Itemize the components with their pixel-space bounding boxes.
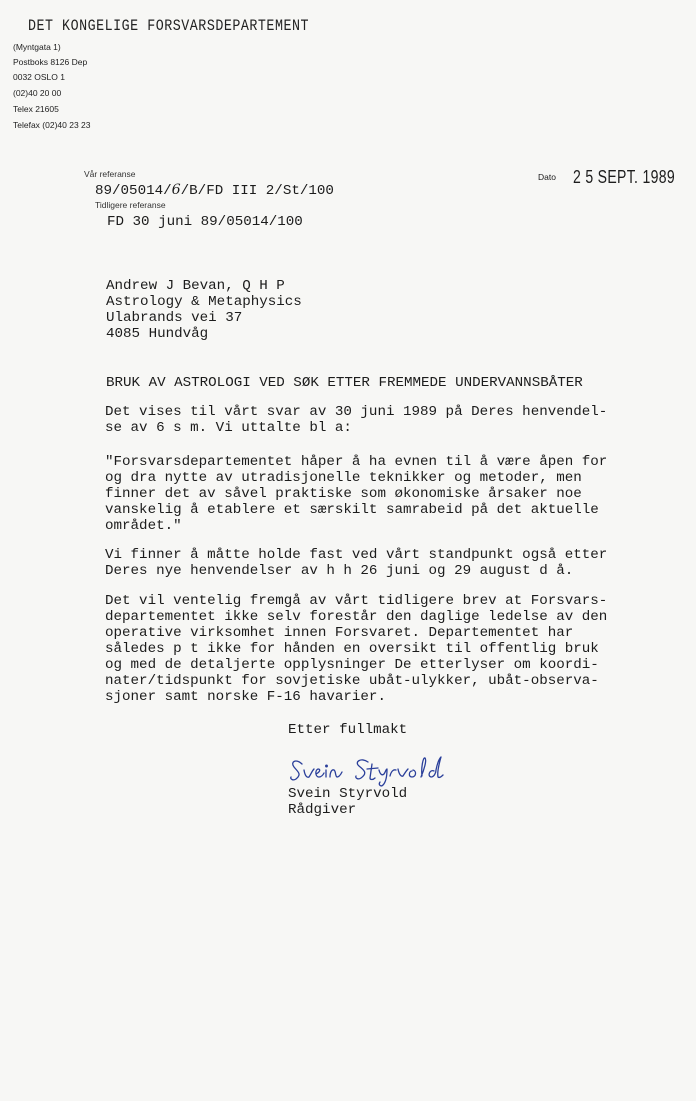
date-stamp: 2 5 SEPT. 1989 (573, 167, 675, 187)
quote-line: vanskelig å etablere et særskilt samrabeid på det aktuelle (105, 502, 599, 518)
paragraph-2-line: Deres nye henvendelser av h h 26 juni og 29 august d å. (105, 563, 574, 579)
our-reference-handwritten-digit: 6 (171, 182, 181, 198)
recipient-postcode-city: 4085 Hundvåg (106, 326, 209, 342)
signatory-name: Svein Styrvold (288, 786, 408, 802)
handwritten-signature (288, 750, 468, 788)
previous-reference-value: FD 30 juni 89/05014/100 (107, 214, 303, 230)
recipient-company: Astrology & Metaphysics (106, 294, 302, 310)
paragraph-3-line: operative virksomhet innen Forsvaret. Departementet har (105, 625, 574, 641)
paragraph-1-line: Det vises til vårt svar av 30 juni 1989 på Deres henvendel- (105, 404, 608, 420)
quote-line: finner det av såvel praktiske som økonomiske årsaker noe (105, 486, 582, 502)
signatory-title: Rådgiver (288, 802, 357, 818)
paragraph-3-line: og med de detaljerte opplysninger De etterlyser om koordi- (105, 657, 599, 673)
our-reference-label: Vår referanse (84, 169, 136, 179)
paragraph-3-line: departementet ikke selv forestår den daglige ledelse av den (105, 609, 608, 625)
closing-authority: Etter fullmakt (288, 722, 408, 738)
paragraph-2-line: Vi finner å måtte holde fast ved vårt standpunkt også etter (105, 547, 608, 563)
paragraph-3-line: således p t ikke for hånden en oversikt til offentlig bruk (105, 641, 599, 657)
subject-line: BRUK AV ASTROLOGI VED SØK ETTER FREMMEDE UNDERVANNSBÅTER (106, 375, 583, 391)
address-postcode: 0032 OSLO 1 (13, 72, 65, 82)
quote-line: "Forsvarsdepartementet håper å ha evnen til å være åpen for (105, 454, 608, 470)
recipient-street: Ulabrands vei 37 (106, 310, 243, 326)
address-postbox: Postboks 8126 Dep (13, 57, 88, 67)
our-reference-part2: /B/FD III 2/St/100 (180, 183, 334, 199)
paragraph-3-line: Det vil ventelig fremgå av vårt tidligere brev at Forsvars- (105, 593, 608, 609)
address-phone: (02)40 20 00 (13, 88, 62, 98)
address-telefax: Telefax (02)40 23 23 (13, 120, 91, 130)
recipient-name: Andrew J Bevan, Q H P (106, 278, 285, 294)
quote-line: og dra nytte av utradisjonelle teknikker og metoder, men (105, 470, 582, 486)
previous-reference-label: Tidligere referanse (95, 200, 166, 210)
our-reference-value (95, 182, 334, 199)
letterhead-title: DET KONGELIGE FORSVARSDEPARTEMENT (28, 17, 310, 35)
date-label: Dato (538, 172, 556, 182)
address-street: (Myntgata 1) (13, 42, 61, 52)
address-telex: Telex 21605 (13, 104, 59, 114)
quote-line: området." (105, 518, 182, 534)
our-reference-part1: 89/05014/ (95, 183, 172, 199)
paragraph-3-line: nater/tidspunkt for sovjetiske ubåt-ulykker, ubåt-observa- (105, 673, 599, 689)
paragraph-3-line: sjoner samt norske F-16 havarier. (105, 689, 386, 705)
paragraph-1-line: se av 6 s m. Vi uttalte bl a: (105, 420, 352, 436)
